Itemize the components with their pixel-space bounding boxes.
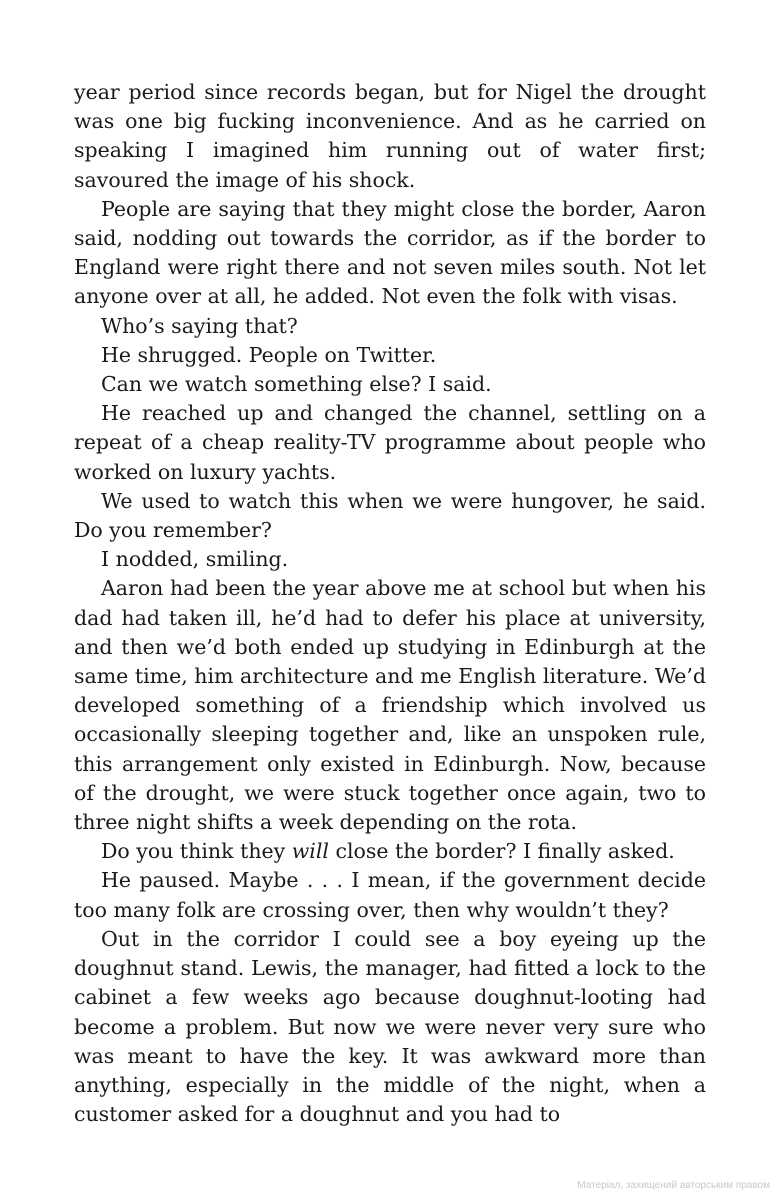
emphasized-word: will	[291, 839, 329, 864]
paragraph: year period since records began, but for Nigel the drought was one big fucking inconvenience. And as he carried on speaking I imagined him running out of water first; savoured the image of his shock.	[74, 80, 706, 192]
paragraph: Who’s saying that?	[101, 313, 298, 338]
copyright-watermark: Матеріал, захищений авторським правом	[577, 1180, 770, 1191]
paragraph: He paused. Maybe . . . I mean, if the government decide too many folk are crossing over, then why wouldn’t they?	[74, 868, 706, 922]
paragraph-with-emphasis	[74, 837, 706, 866]
paragraph: People are saying that they might close the border, Aaron said, nodding out towards the corridor, as if the border to England were right there and not seven miles south. Not let anyone over at all, he added. Not even the folk with visas.	[74, 196, 706, 309]
paragraph: Out in the corridor I could see a boy eyeing up the doughnut stand. Lewis, the manager, had fitted a lock to the cabinet a few weeks ago because doughnut-looting had become a problem. But now we were never very sure who was meant to have the key. It was awkward more than anything, especially in the middle of the night, when a customer asked for a doughnut and you had to	[74, 926, 706, 1127]
paragraph: Aaron had been the year above me at school but when his dad had taken ill, he’d had to defer his place at university, and then we’d both ended up studying in Edinburgh at the same time, him architecture and me English literature. We’d developed something of a friendship which involved us occasionally sleeping together and, like an unspoken rule, this arrangement only existed in Edinburgh. Now, because of the drought, we were stuck together once again, two to three night shifts a week depending on the rota.	[74, 576, 706, 835]
paragraph: I nodded, smiling.	[101, 547, 289, 572]
body-text	[74, 78, 706, 1129]
paragraph: He reached up and changed the channel, settling on a repeat of a cheap reality-TV programme about people who worked on luxury yachts.	[74, 401, 706, 484]
paragraph: He shrugged. People on Twitter.	[101, 342, 437, 367]
paragraph: We used to watch this when we were hungover, he said. Do you remember?	[74, 488, 706, 543]
paragraph: Can we watch something else? I said.	[101, 372, 492, 397]
text-span: close the border? I finally asked.	[328, 839, 675, 864]
text-span: Do you think they	[101, 839, 292, 864]
